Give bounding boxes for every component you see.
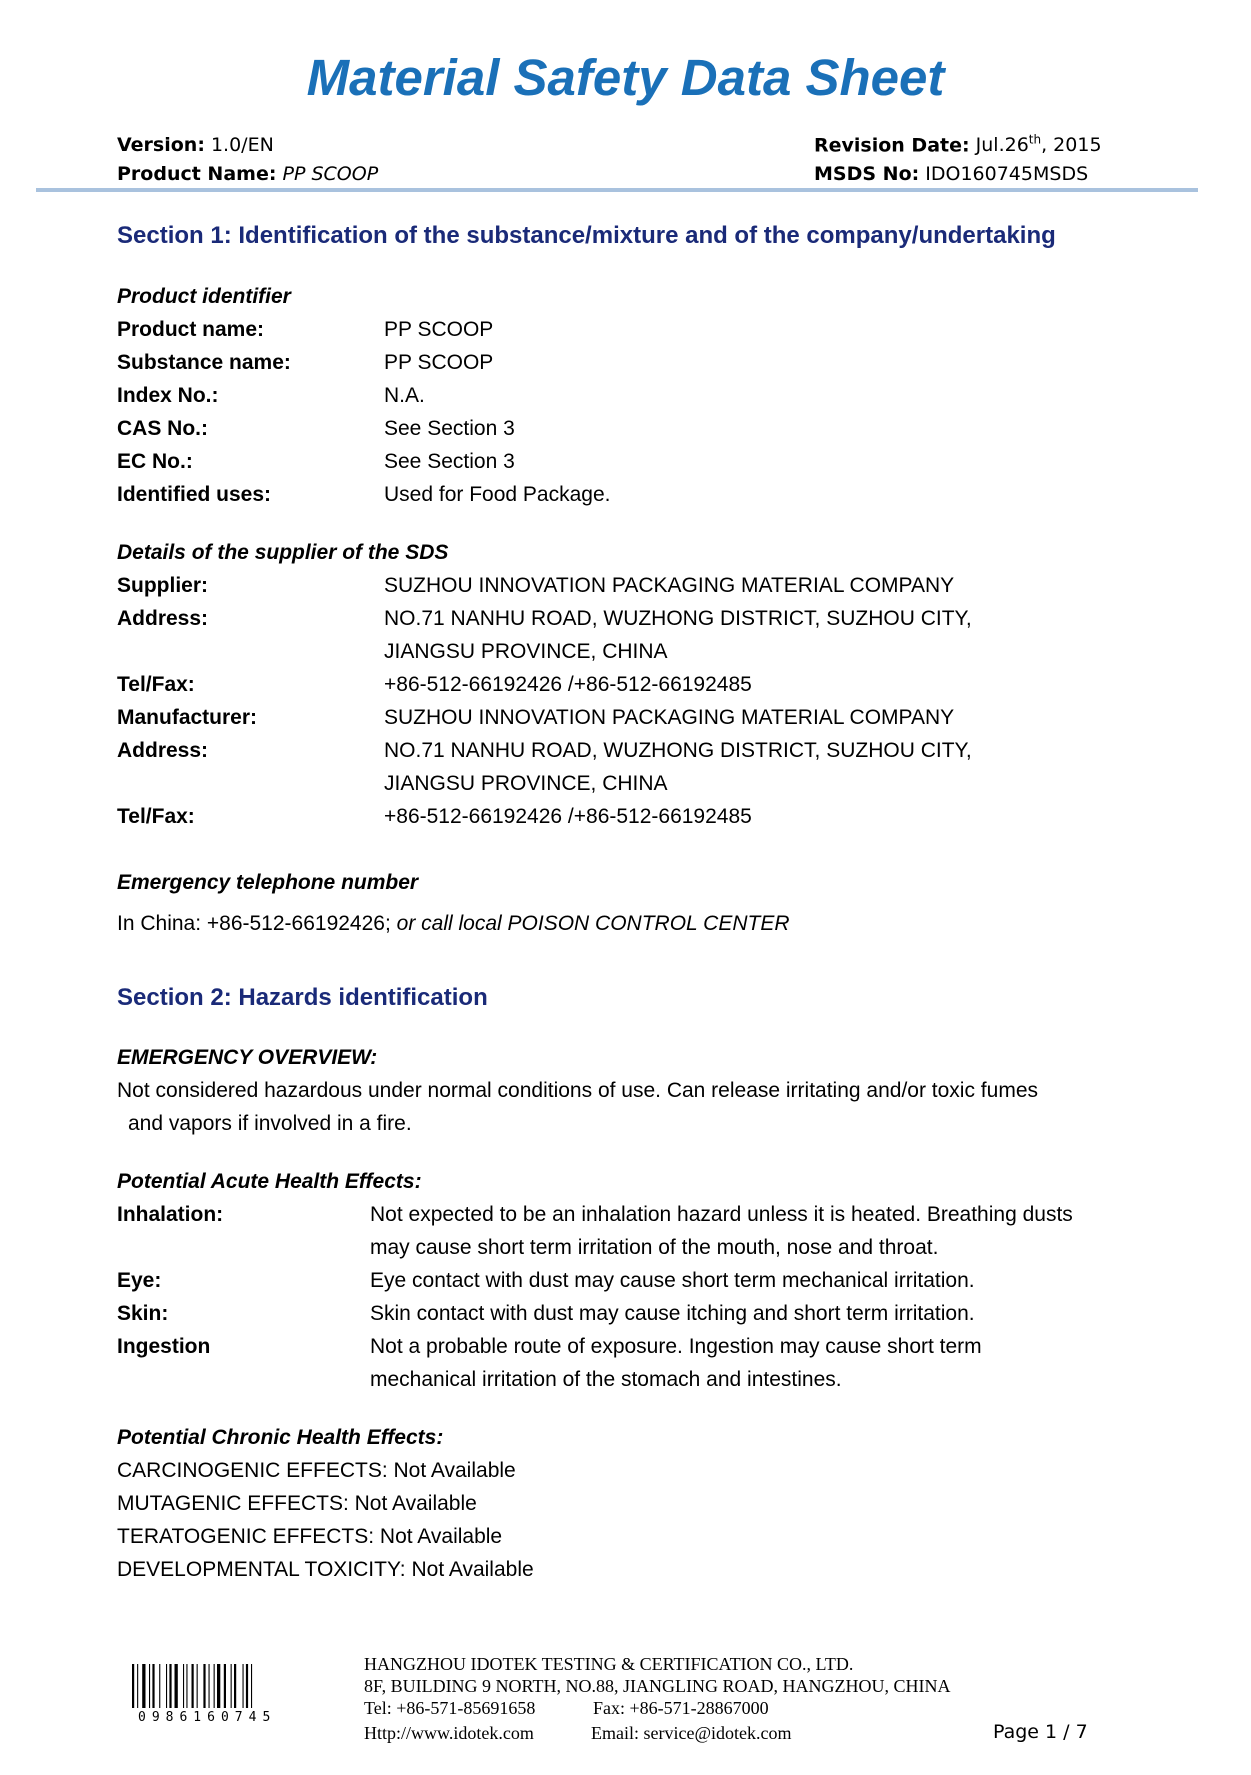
revision-date-field	[814, 133, 1102, 156]
ingestion-line2: mechanical irritation of the stomach and intestines.	[370, 1368, 842, 1391]
chronic-effects-heading: Potential Chronic Health Effects:	[117, 1426, 444, 1449]
acute-effects-heading: Potential Acute Health Effects:	[117, 1170, 422, 1193]
barcode-graphic	[132, 1664, 292, 1708]
version-field	[117, 134, 274, 156]
index-no-row-value: N.A.	[384, 384, 425, 407]
carcinogenic-effects-line: CARCINOGENIC EFFECTS: Not Available	[117, 1459, 516, 1482]
footer-tel: Tel: +86-571-85691658	[364, 1698, 536, 1718]
inhalation-line2: may cause short term irritation of the mouth, nose and throat.	[370, 1236, 939, 1259]
identified-uses-row-label: Identified uses:	[117, 483, 272, 506]
product-name-value: PP SCOOP	[282, 163, 379, 185]
teratogenic-effects-line: TERATOGENIC EFFECTS: Not Available	[117, 1525, 503, 1548]
product-name-row-value: PP SCOOP	[384, 318, 494, 341]
cas-no-row-value: See Section 3	[384, 417, 515, 440]
product-name-field	[117, 163, 378, 185]
inhalation-label: Inhalation:	[117, 1203, 224, 1226]
version-value: 1.0/EN	[210, 134, 274, 156]
manufacturer-value: SUZHOU INNOVATION PACKAGING MATERIAL COMPANY	[384, 706, 955, 729]
supplier-address-line2: JIANGSU PROVINCE, CHINA	[384, 640, 668, 663]
manufacturer-address-line1: NO.71 NANHU ROAD, WUZHONG DISTRICT, SUZHOU CITY,	[384, 739, 972, 762]
supplier-label: Supplier:	[117, 574, 209, 597]
header-divider	[36, 188, 1198, 192]
supplier-details-heading: Details of the supplier of the SDS	[117, 541, 449, 564]
identified-uses-row-value: Used for Food Package.	[384, 483, 611, 506]
section-2-heading: Section 2: Hazards identification	[117, 984, 488, 1011]
revision-date-value: Jul.26th, 2015	[975, 133, 1102, 157]
supplier-value: SUZHOU INNOVATION PACKAGING MATERIAL COMPANY	[384, 574, 955, 597]
product-name-label: Product Name:	[117, 163, 277, 185]
substance-name-row-value: PP SCOOP	[384, 351, 494, 374]
skin-value: Skin contact with dust may cause itching and short term irritation.	[370, 1302, 975, 1325]
eye-label: Eye:	[117, 1269, 162, 1292]
ingestion-line1: Not a probable route of exposure. Ingestion may cause short term	[370, 1335, 982, 1358]
manufacturer-address-line2: JIANGSU PROVINCE, CHINA	[384, 772, 668, 795]
ec-no-row-value: See Section 3	[384, 450, 515, 473]
supplier-address-label: Address:	[117, 607, 209, 630]
substance-name-row-label: Substance name:	[117, 351, 291, 374]
barcode-digits: 0986160745	[138, 1710, 277, 1725]
developmental-toxicity-line: DEVELOPMENTAL TOXICITY: Not Available	[117, 1558, 534, 1581]
manufacturer-telfax-value: +86-512-66192426 /+86-512-66192485	[384, 805, 752, 828]
index-no-row-label: Index No.:	[117, 384, 219, 407]
page-number: Page 1 / 7	[993, 1721, 1088, 1743]
skin-label: Skin:	[117, 1302, 169, 1325]
supplier-telfax-value: +86-512-66192426 /+86-512-66192485	[384, 673, 752, 696]
section-1-heading: Section 1: Identification of the substance/mixture and of the company/undertaking	[117, 222, 1056, 249]
emergency-overview-heading: EMERGENCY OVERVIEW:	[117, 1046, 378, 1069]
msds-number-field	[814, 163, 1088, 185]
product-name-row-label: Product name:	[117, 318, 265, 341]
manufacturer-label: Manufacturer:	[117, 706, 258, 729]
ingestion-label: Ingestion	[117, 1335, 211, 1358]
msds-number-label: MSDS No:	[814, 163, 920, 185]
revision-date-label: Revision Date:	[814, 134, 970, 157]
footer-address: 8F, BUILDING 9 NORTH, NO.88, JIANGLING ROAD, HANGZHOU, CHINA	[364, 1676, 951, 1696]
mutagenic-effects-line: MUTAGENIC EFFECTS: Not Available	[117, 1492, 477, 1515]
product-identifier-heading: Product identifier	[117, 285, 291, 308]
emergency-overview-line2: and vapors if involved in a fire.	[128, 1112, 412, 1135]
footer-fax: Fax: +86-571-28867000	[593, 1698, 769, 1718]
emergency-telephone-heading: Emergency telephone number	[117, 871, 419, 894]
supplier-telfax-label: Tel/Fax:	[117, 673, 195, 696]
msds-number-value: IDO160745MSDS	[925, 163, 1089, 185]
footer-website-link[interactable]: Http://www.idotek.com	[364, 1723, 534, 1743]
footer-email-link[interactable]: Email: service@idotek.com	[591, 1723, 792, 1743]
emergency-overview-line1: Not considered hazardous under normal conditions of use. Can release irritating and/or toxic fumes	[117, 1079, 1038, 1102]
document-title: Material Safety Data Sheet	[306, 49, 945, 106]
ec-no-row-label: EC No.:	[117, 450, 193, 473]
cas-no-row-label: CAS No.:	[117, 417, 208, 440]
manufacturer-address-label: Address:	[117, 739, 209, 762]
supplier-address-line1: NO.71 NANHU ROAD, WUZHONG DISTRICT, SUZHOU CITY,	[384, 607, 972, 630]
manufacturer-telfax-label: Tel/Fax:	[117, 805, 195, 828]
inhalation-line1: Not expected to be an inhalation hazard unless it is heated. Breathing dusts	[370, 1203, 1073, 1226]
footer-company-name: HANGZHOU IDOTEK TESTING & CERTIFICATION CO., LTD.	[364, 1654, 854, 1674]
version-label: Version:	[117, 134, 205, 156]
eye-value: Eye contact with dust may cause short term mechanical irritation.	[370, 1269, 975, 1292]
emergency-telephone-text: In China: +86-512-66192426; or call local POISON CONTROL CENTER	[117, 912, 790, 935]
